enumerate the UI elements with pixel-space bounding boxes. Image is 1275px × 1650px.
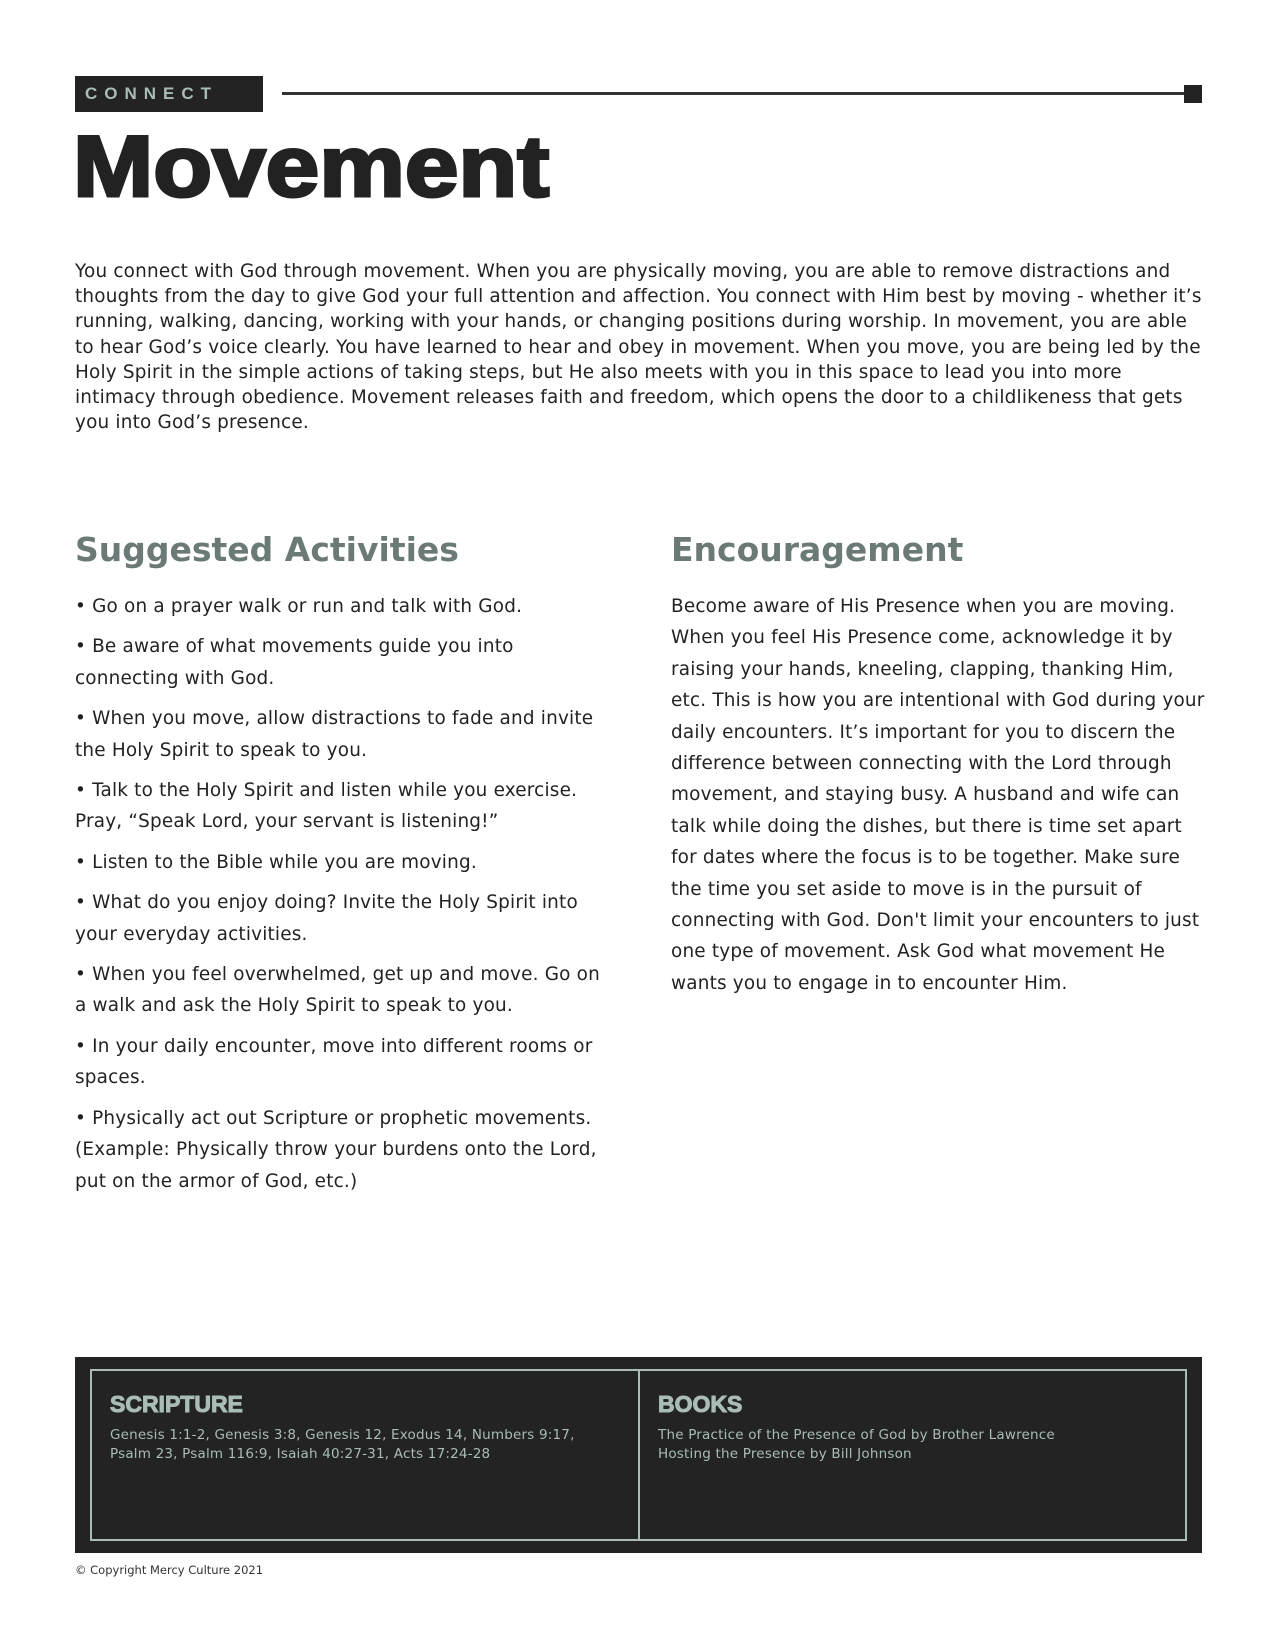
encouragement-text: Become aware of His Presence when you are moving. When you feel His Presence come, acknowledge it by raising your hands, kneeling, clapping, thanking Him, etc. This is how you are intentional with God during your daily encounters. It’s important for you to discern the difference between connecting with the Lord through movement, and staying busy. A husband and wife can talk while doing the dishes, but there is time set apart for dates where the focus is to be together. Make sure the time you set aside to move is in the pursuit of connecting with God. Don't limit your encounters to just one type of movement. Ask God what movement He wants you to engage in to encounter Him. xyxy=(671,596,1205,994)
section-tag: CONNECT xyxy=(75,76,263,112)
activity-item: • Physically act out Scripture or prophetic movements. (Example: Physically throw your burdens onto the Lord, put on the armor of God, etc.) xyxy=(75,1107,597,1192)
suggested-activities-section xyxy=(75,530,615,1206)
book-item: The Practice of the Presence of God by Brother Lawrence xyxy=(658,1427,1055,1443)
copyright: © Copyright Mercy Culture 2021 xyxy=(75,1563,264,1577)
activity-item: • Go on a prayer walk or run and talk with God. xyxy=(75,596,523,617)
intro-paragraph: You connect with God through movement. When you are physically moving, you are able to remove distractions and thoughts from the day to give God your full attention and affection. You connect with Him best by moving - whether it’s running, walking, dancing, working with your hands, or changing positions during worship. In movement, you are able to hear God’s voice clearly. You have learned to hear and obey in movement. When you move, you are being led by the Holy Spirit in the simple actions of taking steps, but He also meets with you in this space to lead you into more intimacy through obedience. Movement releases faith and freedom, which opens the door to a childlikeness that gets you into God’s presence. xyxy=(75,261,1202,434)
books-heading: BOOKS xyxy=(658,1391,743,1417)
page-title: Movement xyxy=(73,119,550,215)
scripture-panel xyxy=(90,1369,640,1541)
activity-item: • Talk to the Holy Spirit and listen while you exercise. Pray, “Speak Lord, your servant is listening!” xyxy=(75,780,578,833)
activity-item: • When you move, allow distractions to fade and invite the Holy Spirit to speak to you. xyxy=(75,708,594,761)
activity-item: • Listen to the Bible while you are moving. xyxy=(75,851,477,873)
activity-item: • In your daily encounter, move into different rooms or spaces. xyxy=(75,1035,593,1089)
activity-item: • What do you enjoy doing? Invite the Holy Spirit into your everyday activities. xyxy=(75,892,578,945)
books-panel xyxy=(638,1369,1187,1541)
book-item: Hosting the Presence by Bill Johnson xyxy=(658,1446,912,1462)
encouragement-heading: Encouragement xyxy=(671,530,964,569)
scripture-references: Genesis 1:1-2, Genesis 3:8, Genesis 12, Exodus 14, Numbers 9:17, Psalm 23, Psalm 116:9, Isaiah 40:27-31, Acts 17:24-28 xyxy=(110,1427,575,1462)
encouragement-section xyxy=(671,530,1211,999)
scripture-heading: SCRIPTURE xyxy=(110,1391,243,1417)
header-divider xyxy=(282,92,1188,95)
activity-item: • When you feel overwhelmed, get up and move. Go on a walk and ask the Holy Spirit to speak to you. xyxy=(75,964,600,1017)
activity-item: • Be aware of what movements guide you into connecting with God. xyxy=(75,636,514,689)
resources-box xyxy=(75,1357,1202,1553)
activities-heading: Suggested Activities xyxy=(75,530,459,569)
divider-end-square xyxy=(1184,85,1202,103)
